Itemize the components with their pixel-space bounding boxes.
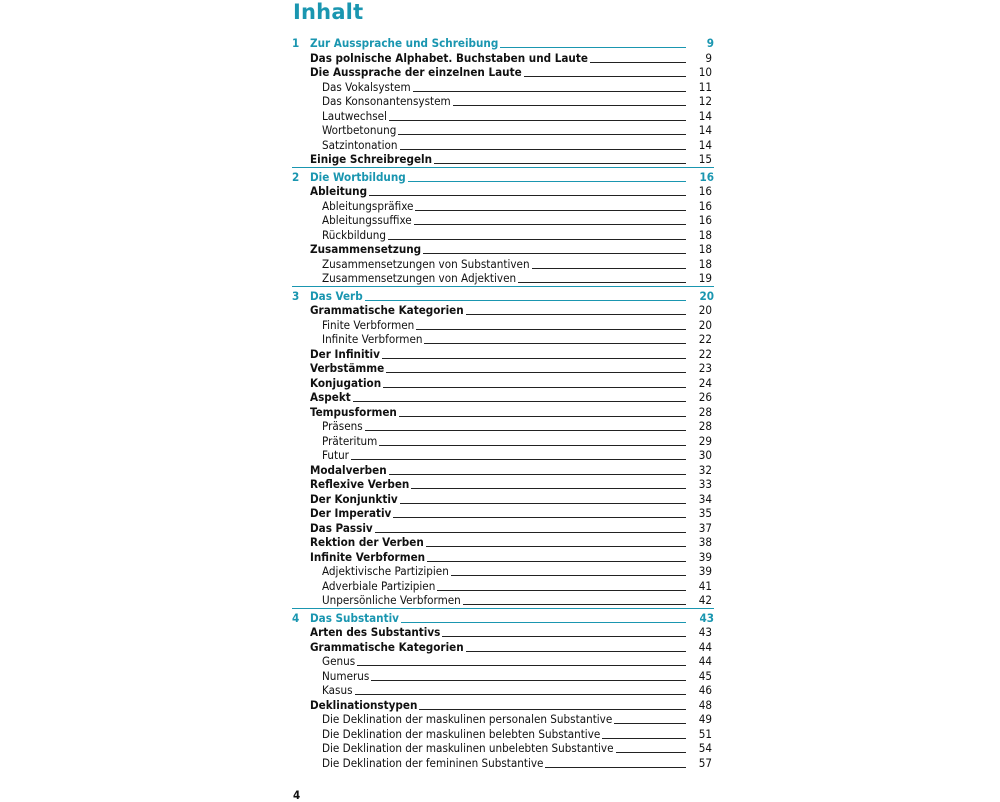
toc-subsection[interactable]: [292, 318, 714, 333]
toc-section[interactable]: [292, 184, 714, 199]
toc-subsection[interactable]: [292, 579, 714, 594]
entry-title: Präsens: [322, 419, 363, 433]
entry-page: 19: [698, 271, 712, 285]
toc-subsection[interactable]: [292, 199, 714, 214]
entry-page: 46: [698, 683, 712, 697]
toc-section[interactable]: [292, 521, 714, 536]
toc-subsection[interactable]: [292, 727, 714, 742]
chapter-page: 43: [699, 610, 714, 625]
entry-title: Tempusformen: [310, 404, 397, 419]
toc-section[interactable]: [292, 506, 714, 521]
dot-leader: [322, 665, 686, 666]
entry-page: 18: [698, 242, 712, 256]
chapter-number: 4: [292, 610, 300, 625]
entry-page: 16: [698, 184, 712, 198]
entry-title: Modalverben: [310, 462, 387, 477]
entry-title: Das Konsonantensystem: [322, 94, 451, 108]
entry-page: 28: [698, 419, 712, 433]
entry-title: Der Konjunktiv: [310, 491, 398, 506]
toc-subsection[interactable]: [292, 741, 714, 756]
toc-subsection[interactable]: [292, 228, 714, 243]
toc-subsection[interactable]: [292, 756, 714, 771]
entry-title: Verbstämme: [310, 361, 385, 375]
entry-title: Satzintonation: [322, 137, 398, 152]
entry-page: 26: [698, 390, 712, 404]
entry-title: Die Deklination der femininen Substantive: [322, 755, 544, 770]
entry-page: 24: [698, 375, 712, 390]
chapter-page: 16: [699, 169, 714, 184]
entry-page: 22: [698, 346, 712, 361]
chapter-title: Das Verb: [310, 288, 363, 303]
entry-page: 51: [698, 726, 712, 741]
entry-page: 44: [698, 639, 712, 654]
toc-section[interactable]: [292, 698, 714, 713]
entry-page: 16: [698, 198, 712, 213]
entry-title: Finite Verbformen: [322, 317, 415, 332]
entry-title: Rektion der Verben: [310, 535, 424, 549]
toc-section[interactable]: [292, 303, 714, 318]
entry-title: Aspekt: [310, 390, 351, 404]
entry-page: 37: [698, 520, 712, 535]
dot-leader: [310, 401, 686, 402]
toc-subsection[interactable]: [292, 109, 714, 124]
chapter-number: 2: [292, 169, 300, 184]
toc-chapter-3[interactable]: [292, 289, 714, 304]
chapter-page: 9: [706, 36, 714, 50]
entry-title: Der Infinitiv: [310, 346, 380, 361]
chapter-page: 20: [699, 288, 714, 303]
dot-leader: [322, 430, 686, 431]
entry-page: 14: [698, 137, 712, 152]
entry-title: Zusammensetzungen von Substantiven: [322, 256, 530, 271]
entry-page: 57: [698, 755, 712, 770]
entry-title: Infinite Verbformen: [310, 549, 426, 564]
entry-title: Kasus: [322, 683, 353, 697]
page-number: 4: [293, 788, 301, 802]
entry-title: Das Vokalsystem: [322, 79, 411, 94]
entry-title: Die Deklination der maskulinen unbelebten Substantive: [322, 741, 614, 755]
toc-section[interactable]: [292, 492, 714, 507]
entry-title: Rückbildung: [322, 227, 387, 242]
entry-title: Wortbetonung: [322, 123, 397, 137]
entry-page: 45: [698, 668, 712, 683]
entry-title: Die Aussprache der einzelnen Laute: [310, 65, 522, 79]
entry-page: 28: [698, 404, 712, 419]
entry-page: 35: [698, 506, 712, 520]
toc-subsection[interactable]: [292, 213, 714, 228]
toc-section[interactable]: [292, 535, 714, 550]
entry-title: Ableitungspräfixe: [322, 198, 414, 213]
entry-title: Zusammensetzungen von Adjektiven: [322, 271, 517, 285]
toc-subsection[interactable]: [292, 712, 714, 727]
toc-subsection[interactable]: [292, 257, 714, 272]
page-title: Inhalt: [293, 0, 364, 24]
entry-page: 39: [698, 549, 712, 564]
toc-section[interactable]: [292, 477, 714, 492]
entry-title: Adverbiale Partizipien: [322, 578, 436, 593]
entry-page: 34: [698, 491, 712, 506]
toc-section[interactable]: [292, 640, 714, 655]
entry-title: Deklinationstypen: [310, 697, 418, 712]
toc-subsection[interactable]: [292, 434, 714, 449]
toc-subsection[interactable]: [292, 271, 714, 286]
toc-section[interactable]: [292, 65, 714, 80]
entry-title: Grammatische Kategorien: [310, 303, 464, 317]
entry-title: Infinite Verbformen: [322, 332, 423, 346]
toc-section[interactable]: [292, 376, 714, 391]
toc-chapter-4[interactable]: [292, 611, 714, 626]
entry-title: Reflexive Verben: [310, 477, 410, 491]
toc-subsection[interactable]: [292, 448, 714, 463]
entry-title: Unpersönliche Verbformen: [322, 593, 461, 607]
dot-leader: [322, 694, 686, 695]
entry-page: 9: [705, 50, 712, 65]
entry-title: Grammatische Kategorien: [310, 639, 464, 654]
entry-page: 30: [698, 448, 712, 462]
chapter-title: Das Substantiv: [310, 610, 399, 625]
entry-title: Die Deklination der maskulinen personalen Substantive: [322, 712, 613, 726]
toc-section[interactable]: [292, 347, 714, 362]
toc-section[interactable]: [292, 405, 714, 420]
toc-section[interactable]: [292, 625, 714, 640]
entry-page: 18: [698, 227, 712, 242]
entry-page: 12: [698, 94, 712, 108]
entry-page: 54: [698, 741, 712, 755]
entry-title: Einige Schreibregeln: [310, 152, 433, 166]
entry-page: 11: [698, 79, 712, 94]
entry-title: Ableitungssuffixe: [322, 213, 412, 227]
entry-title: Numerus: [322, 668, 370, 683]
toc-subsection[interactable]: [292, 419, 714, 434]
toc-section[interactable]: [292, 390, 714, 405]
entry-title: Futur: [322, 448, 349, 462]
entry-page: 49: [698, 712, 712, 726]
entry-title: Das polnische Alphabet. Buchstaben und Laute: [310, 50, 588, 65]
entry-title: Ableitung: [310, 184, 368, 198]
toc-section[interactable]: [292, 463, 714, 478]
entry-title: Konjugation: [310, 375, 382, 390]
toc-subsection[interactable]: [292, 683, 714, 698]
entry-page: 43: [698, 625, 712, 639]
entry-page: 33: [698, 477, 712, 491]
toc-subsection[interactable]: [292, 138, 714, 153]
toc-subsection[interactable]: [292, 123, 714, 138]
entry-title: Lautwechsel: [322, 108, 387, 123]
entry-page: 29: [698, 433, 712, 448]
entry-page: 32: [698, 462, 712, 477]
dot-leader: [322, 680, 686, 681]
entry-page: 14: [698, 123, 712, 137]
entry-title: Präteritum: [322, 433, 378, 448]
entry-page: 48: [698, 697, 712, 712]
toc-chapter-1[interactable]: [292, 36, 714, 51]
entry-page: 38: [698, 535, 712, 549]
entry-page: 20: [698, 317, 712, 332]
entry-title: Genus: [322, 654, 356, 668]
dot-leader: [322, 459, 686, 460]
entry-page: 23: [698, 361, 712, 375]
entry-title: Adjektivische Partizipien: [322, 564, 449, 578]
toc-subsection[interactable]: [292, 669, 714, 684]
entry-page: 10: [698, 65, 712, 79]
toc-subsection[interactable]: [292, 564, 714, 579]
toc-subsection[interactable]: [292, 593, 714, 608]
entry-page: 16: [698, 213, 712, 227]
toc-section[interactable]: [292, 152, 714, 167]
entry-page: 42: [698, 593, 712, 607]
entry-title: Zusammensetzung: [310, 242, 422, 256]
toc-subsection[interactable]: [292, 80, 714, 95]
toc-section[interactable]: [292, 242, 714, 257]
entry-page: 22: [698, 332, 712, 346]
entry-page: 20: [698, 303, 712, 317]
chapter-number: 1: [292, 36, 300, 50]
toc-subsection[interactable]: [292, 654, 714, 669]
toc-section[interactable]: [292, 550, 714, 565]
entry-page: 15: [698, 152, 712, 166]
entry-page: 14: [698, 108, 712, 123]
entry-title: Das Passiv: [310, 520, 373, 535]
entry-page: 41: [698, 578, 712, 593]
toc-section[interactable]: [292, 361, 714, 376]
entry-title: Arten des Substantivs: [310, 625, 441, 639]
chapter-number: 3: [292, 288, 300, 303]
entry-page: 39: [698, 564, 712, 578]
dot-leader: [310, 300, 686, 301]
toc-subsection[interactable]: [292, 94, 714, 109]
entry-page: 18: [698, 256, 712, 271]
toc-subsection[interactable]: [292, 332, 714, 347]
table-of-contents: [292, 36, 714, 770]
chapter-title: Zur Aussprache und Schreibung: [310, 36, 499, 50]
chapter-title: Die Wortbildung: [310, 169, 406, 184]
entry-title: Die Deklination der maskulinen belebten Substantive: [322, 726, 601, 741]
toc-section[interactable]: [292, 51, 714, 66]
entry-title: Der Imperativ: [310, 506, 392, 520]
toc-chapter-2[interactable]: [292, 170, 714, 185]
entry-page: 44: [698, 654, 712, 668]
